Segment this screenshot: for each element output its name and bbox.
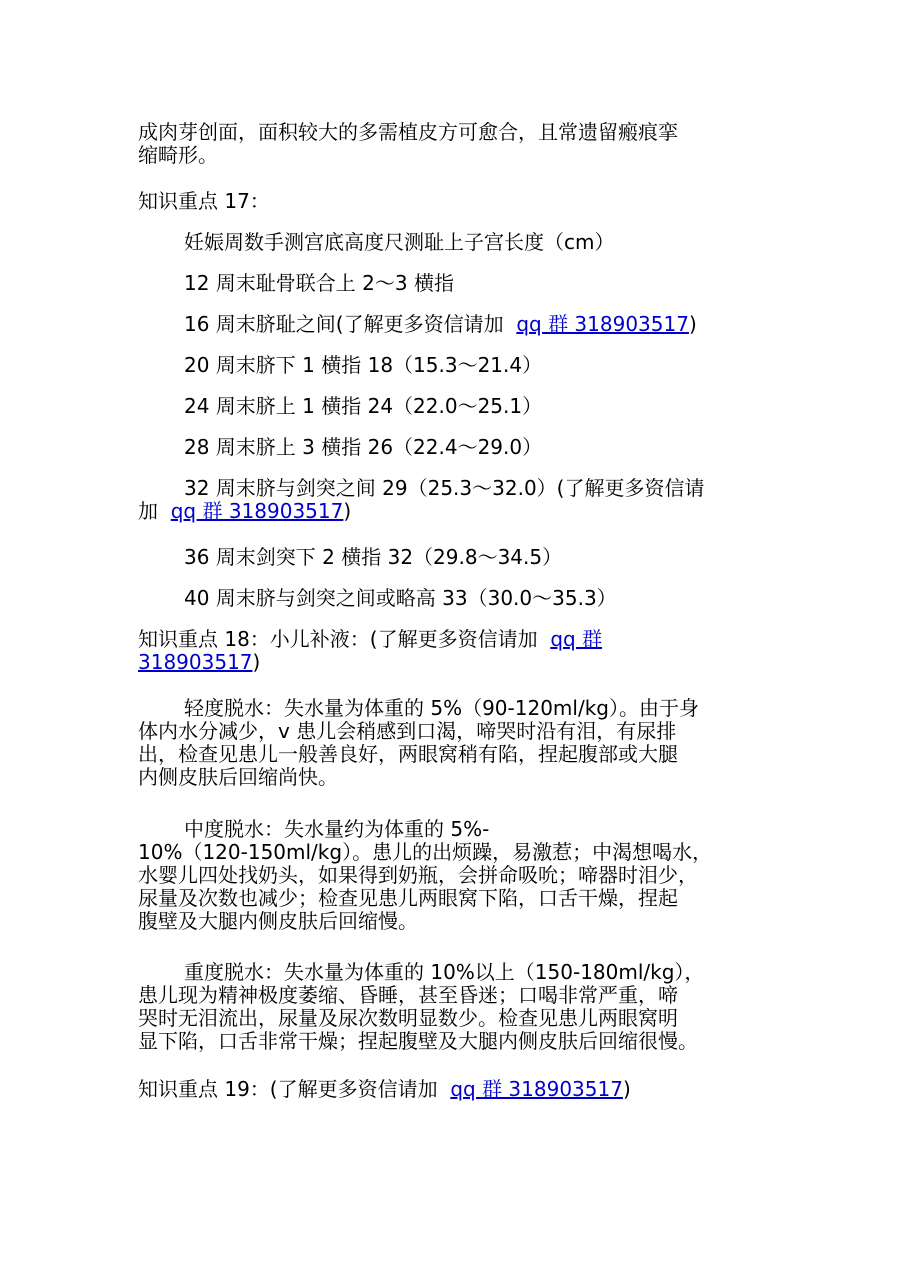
text-line xyxy=(138,500,778,523)
text-line: 轻度脱水：失水量为体重的 5%（90-120ml/kg）。由于身 xyxy=(184,696,699,720)
text-line xyxy=(138,651,778,674)
table17-row-36: 36 周末剑突下 2 横指 32（29.8～34.5） xyxy=(184,545,563,569)
heading-text: 知识重点 18：小儿补液：(了解更多资信请加 xyxy=(138,627,538,651)
text-line xyxy=(138,628,778,651)
paragraph-severe-dehydration xyxy=(138,961,778,1053)
table17-header: 妊娠周数手测宫底高度尺测耻上子宫长度（cm） xyxy=(184,230,615,254)
table17-row-24: 24 周末脐上 1 横指 24（22.0～25.1） xyxy=(184,394,543,418)
text-line: 成肉芽创面，面积较大的多需植皮方可愈合，且常遗留瘢痕挛 xyxy=(138,120,678,144)
qq-group-link[interactable]: qq 群 318903517 xyxy=(516,312,689,336)
qq-group-link[interactable]: qq 群 318903517 xyxy=(450,1077,623,1101)
qq-group-link-part2[interactable]: 318903517 xyxy=(138,650,253,674)
table17-row-12: 12 周末耻骨联合上 2～3 横指 xyxy=(184,271,454,295)
text-line: 腹壁及大腿内侧皮肤后回缩慢。 xyxy=(138,909,418,933)
text-line: 缩畸形。 xyxy=(138,143,218,167)
heading-kp17: 知识重点 17： xyxy=(138,189,270,213)
heading-end: ) xyxy=(622,1077,631,1101)
text-line: 水婴儿四处找奶头，如果得到奶瓶，会拼命吸吮；啼器时泪少， xyxy=(138,863,698,887)
table17-row-28: 28 周末脐上 3 横指 26（22.4～29.0） xyxy=(184,435,543,459)
heading-text: 知识重点 19：(了解更多资信请加 xyxy=(138,1077,438,1101)
row-text-end: ) xyxy=(343,499,352,523)
paragraph-burn-healing xyxy=(138,121,778,167)
row-text: 16 周末脐耻之间(了解更多资信请加 xyxy=(184,312,504,336)
paragraph-moderate-dehydration xyxy=(138,818,778,933)
heading-kp19 xyxy=(138,1078,778,1101)
text-line: 尿量及次数也减少；检查见患儿两眼窝下陷，口舌干燥，捏起 xyxy=(138,886,678,910)
table17-row-32 xyxy=(138,477,778,523)
table17-row-20: 20 周末脐下 1 横指 18（15.3～21.4） xyxy=(184,353,543,377)
text-line: 内侧皮肤后回缩尚快。 xyxy=(138,765,338,789)
paragraph-mild-dehydration xyxy=(138,697,778,789)
text-line: 体内水分减少，v 患儿会稍感到口渴，啼哭时沿有泪，有尿排 xyxy=(138,719,677,743)
row-text: 加 xyxy=(138,499,158,523)
text-line: 中度脱水：失水量约为体重的 5%- xyxy=(184,817,490,841)
heading-kp18 xyxy=(138,628,778,674)
row-text-end: ) xyxy=(688,312,697,336)
table17-row-40: 40 周末脐与剑突之间或略高 33（30.0～35.3） xyxy=(184,586,617,610)
table17-row-16 xyxy=(138,313,778,336)
text-line: 患儿现为精神极度萎缩、昏睡，甚至昏迷；口喝非常严重，啼 xyxy=(138,983,678,1007)
heading-end: ) xyxy=(252,650,261,674)
text-line: 显下陷，口舌非常干燥；捏起腹壁及大腿内侧皮肤后回缩很慢。 xyxy=(138,1029,698,1053)
text-line: 出，检查见患儿一般善良好，两眼窝稍有陷，捏起腹部或大腿 xyxy=(138,742,678,766)
text-line: 10%（120-150ml/kg）。患儿的出烦躁，易激惹；中渴想喝水， xyxy=(138,840,713,864)
text-line: 哭时无泪流出，尿量及尿次数明显数少。检查见患儿两眼窝明 xyxy=(138,1006,678,1030)
qq-group-link[interactable]: qq 群 318903517 xyxy=(170,499,344,523)
qq-group-link-part1[interactable]: qq 群 xyxy=(550,627,603,651)
text-line: 32 周末脐与剑突之间 29（25.3～32.0）(了解更多资信请 xyxy=(184,476,705,500)
text-line: 重度脱水：失水量为体重的 10%以上（150-180ml/kg）， xyxy=(184,960,705,984)
